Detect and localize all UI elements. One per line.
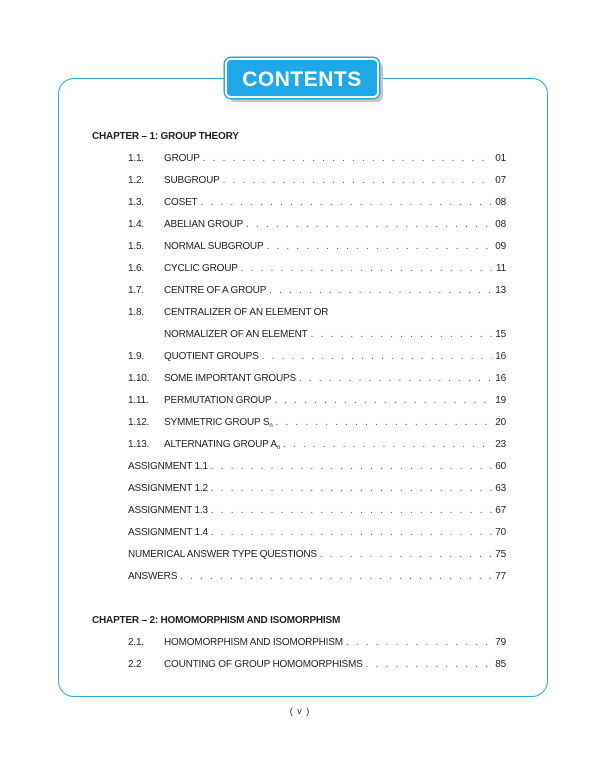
toc-entry[interactable] [92,236,506,258]
entry-label: NORMALIZER OF AN ELEMENT [164,329,308,340]
entry-label: PERMUTATION GROUP [164,395,272,406]
subscript-n: n [269,423,273,429]
entry-label: ASSIGNMENT 1.1 [128,461,208,472]
toc-entry[interactable] [92,566,506,588]
toc-entry[interactable] [92,214,506,236]
entry-page: 08 [495,219,506,230]
entry-page: 09 [495,241,506,252]
entry-number: 2.2 [128,659,142,670]
entry-page: 63 [495,483,506,494]
entry-label: HOMOMORPHISM AND ISOMORPHISM [164,637,343,648]
toc-entry[interactable] [92,346,506,368]
entry-label: GROUP [164,153,200,164]
entry-page: 70 [495,527,506,538]
entry-number: 2.1. [128,637,144,648]
entry-number: 1.11. [128,395,149,406]
entry-page: 11 [496,263,506,274]
entry-number: 1.8. [128,307,144,318]
entry-number: 1.4. [128,219,144,230]
entry-page: 16 [495,351,506,362]
toc-entry[interactable] [92,654,506,676]
entry-label: COSET [164,197,198,208]
entry-page: 85 [495,659,506,670]
chapter-heading[interactable]: CHAPTER – 2: HOMOMORPHISM AND ISOMORPHISM [92,615,341,626]
entry-number: 1.6. [128,263,144,274]
toc-entry[interactable] [92,434,506,456]
entry-label: SUBGROUP [164,175,220,186]
contents-title: CONTENTS [225,58,379,98]
entry-label: ANSWERS [128,571,178,582]
entry-label: CENTRALIZER OF AN ELEMENT OR [164,307,329,318]
toc-entry[interactable] [92,456,506,478]
toc-entry[interactable] [92,368,506,390]
entry-number: 1.2. [128,175,144,186]
entry-label: SYMMETRIC GROUP $S_n$ [164,417,273,429]
toc-entry[interactable] [92,324,506,346]
entry-number: 1.13. [128,439,150,450]
entry-page: 20 [495,417,506,428]
entry-label: CENTRE OF A GROUP [164,285,267,296]
entry-page: 01 [495,153,506,164]
toc-entry[interactable] [92,632,506,654]
toc-entry[interactable] [92,302,506,324]
entry-number: 1.5. [128,241,144,252]
entry-label: ASSIGNMENT 1.3 [128,505,208,516]
toc-entry[interactable] [92,412,506,434]
entry-page: 75 [495,549,506,560]
toc-entry[interactable] [92,148,506,170]
entry-number: 1.9. [128,351,144,362]
entry-page: 13 [495,285,506,296]
table-of-contents [92,126,506,676]
chapter-heading[interactable]: CHAPTER – 1: GROUP THEORY [92,131,239,142]
entry-number: 1.1. [128,153,144,164]
page-number: ( v ) [289,706,311,716]
entry-label: CYCLIC GROUP [164,263,238,274]
toc-entry[interactable] [92,258,506,280]
entry-number: 1.12. [128,417,150,428]
entry-page: 77 [495,571,506,582]
toc-entry[interactable] [92,390,506,412]
entry-number: 1.3. [128,197,144,208]
entry-page: 79 [495,637,506,648]
toc-entry[interactable] [92,544,506,566]
section-spacer [92,588,506,610]
entry-page: 07 [495,175,506,186]
entry-label: ASSIGNMENT 1.2 [128,483,208,494]
entry-page: 16 [495,373,506,384]
entry-label: ASSIGNMENT 1.4 [128,527,208,538]
entry-page: 60 [495,461,506,472]
entry-label: SOME IMPORTANT GROUPS [164,373,296,384]
entry-page: 19 [495,395,506,406]
entry-label: QUOTIENT GROUPS [164,351,259,362]
toc-entry[interactable] [92,500,506,522]
entry-label: COUNTING OF GROUP HOMOMORPHISMS [164,659,363,670]
entry-number: 1.7. [128,285,144,296]
toc-entry[interactable] [92,192,506,214]
entry-page: 23 [495,439,506,450]
entry-page: 08 [495,197,506,208]
entry-number: 1.10. [128,373,150,384]
entry-label: ALTERNATING GROUP $A_n$ [164,439,281,451]
toc-entry[interactable] [92,280,506,302]
toc-entry[interactable] [92,170,506,192]
entry-label: NUMERICAL ANSWER TYPE QUESTIONS [128,549,317,560]
toc-entry[interactable] [92,478,506,500]
entry-page: 15 [495,329,506,340]
subscript-n: n [276,445,281,451]
entry-label: NORMAL SUBGROUP [164,241,264,252]
entry-label: ABELIAN GROUP [164,219,244,230]
toc-entry[interactable] [92,522,506,544]
entry-page: 67 [495,505,506,516]
